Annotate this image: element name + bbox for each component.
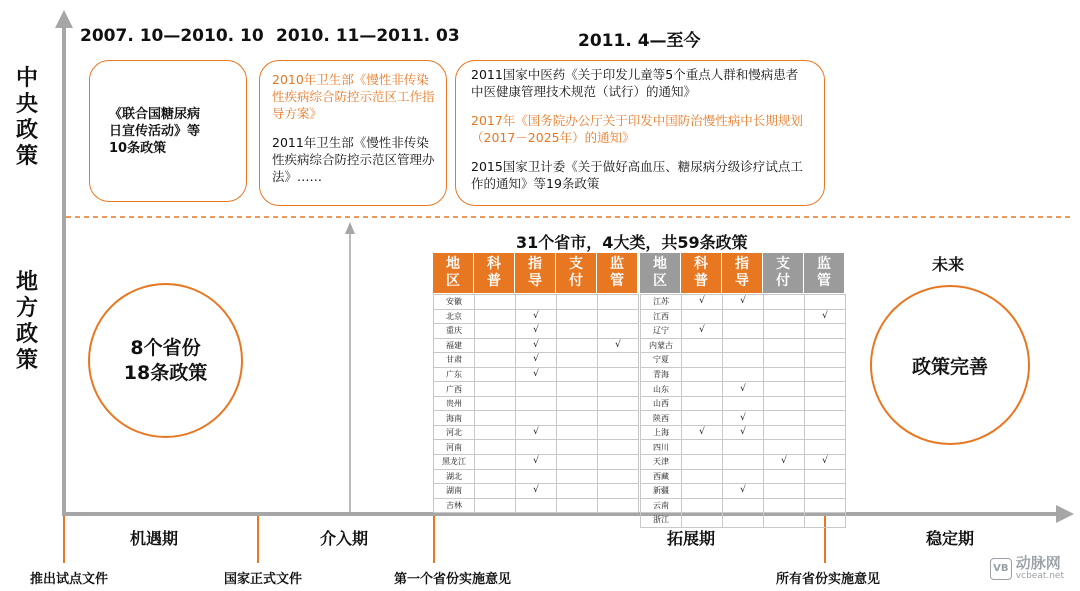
region-cell: 江西 xyxy=(641,309,682,324)
region-cell: 安徽 xyxy=(434,295,475,310)
table-row xyxy=(641,498,846,513)
cell-jianguan xyxy=(598,425,639,440)
region-cell: 重庆 xyxy=(434,324,475,339)
cell-zhifu xyxy=(764,513,805,528)
watermark xyxy=(990,556,1064,581)
cell-zhidao xyxy=(723,324,764,339)
cell-kepu: √ xyxy=(682,295,723,310)
policy-box-1-line1: 《联合国糖尿病 xyxy=(109,106,201,122)
cell-zhifu xyxy=(557,353,598,368)
cell-zhifu xyxy=(557,484,598,499)
table-row xyxy=(434,498,639,513)
cell-kepu xyxy=(475,440,516,455)
header-zhidao: 指 导 xyxy=(515,253,555,293)
cell-kepu: √ xyxy=(682,425,723,440)
cell-jianguan xyxy=(598,382,639,397)
cell-zhifu: √ xyxy=(764,455,805,470)
horizontal-axis-arrowhead xyxy=(1056,505,1074,523)
cell-kepu xyxy=(475,484,516,499)
circle-local-early-line1: 8个省份 xyxy=(130,336,201,359)
table-row xyxy=(641,411,846,426)
table-row xyxy=(434,411,639,426)
cell-zhidao xyxy=(516,295,557,310)
cell-jianguan xyxy=(805,425,846,440)
cell-jianguan xyxy=(598,396,639,411)
cell-zhifu xyxy=(557,455,598,470)
cell-kepu xyxy=(682,469,723,484)
cell-jianguan xyxy=(805,382,846,397)
cell-zhifu xyxy=(764,498,805,513)
region-cell: 贵州 xyxy=(434,396,475,411)
cell-zhidao: √ xyxy=(723,425,764,440)
cell-jianguan xyxy=(805,353,846,368)
table-left-header xyxy=(433,253,638,293)
header-kepu: 科 普 xyxy=(681,253,721,293)
cell-zhifu xyxy=(557,295,598,310)
period-label-2: 2010. 11—2011. 03 xyxy=(276,26,460,46)
cell-jianguan xyxy=(598,498,639,513)
cell-zhidao xyxy=(516,396,557,411)
cell-zhidao xyxy=(723,367,764,382)
table-row xyxy=(434,469,639,484)
cell-zhifu xyxy=(764,411,805,426)
cell-jianguan: √ xyxy=(598,338,639,353)
cell-kepu xyxy=(475,324,516,339)
cell-jianguan xyxy=(805,295,846,310)
cell-zhidao: √ xyxy=(516,324,557,339)
cell-zhifu xyxy=(557,396,598,411)
region-cell: 青海 xyxy=(641,367,682,382)
region-cell: 四川 xyxy=(641,440,682,455)
table-right-header xyxy=(640,253,845,293)
table-title: 31个省市，4大类，共59条政策 xyxy=(516,233,748,252)
table-row xyxy=(434,338,639,353)
stage-expansion: 拓展期 xyxy=(667,529,716,548)
watermark-en: vcbeat.net xyxy=(1015,571,1064,581)
cell-kepu xyxy=(475,353,516,368)
cell-zhidao: √ xyxy=(516,425,557,440)
policy-box-2 xyxy=(259,60,447,206)
table-row xyxy=(641,396,846,411)
cell-kepu xyxy=(682,353,723,368)
circle-local-early xyxy=(88,283,243,438)
region-cell: 云南 xyxy=(641,498,682,513)
region-cell: 浙江 xyxy=(641,513,682,528)
cell-jianguan xyxy=(805,338,846,353)
cell-zhidao xyxy=(723,396,764,411)
policy-box-3 xyxy=(455,60,825,206)
header-jianguan: 监 管 xyxy=(597,253,637,293)
cell-zhidao: √ xyxy=(723,484,764,499)
header-kepu: 科 普 xyxy=(474,253,514,293)
table-row xyxy=(434,484,639,499)
cell-zhidao xyxy=(723,353,764,368)
cell-zhidao: √ xyxy=(723,411,764,426)
policy-box-1-line2: 日宣传活动》等 xyxy=(109,123,201,139)
region-cell: 新疆 xyxy=(641,484,682,499)
cell-jianguan xyxy=(805,484,846,499)
cell-zhifu xyxy=(764,469,805,484)
cell-kepu xyxy=(475,396,516,411)
region-cell: 广东 xyxy=(434,367,475,382)
milestone-pilot-docs: 推出试点文件 xyxy=(30,572,109,587)
table-row xyxy=(641,295,846,310)
period-label-1: 2007. 10—2010. 10 xyxy=(80,26,264,46)
circle-future xyxy=(870,285,1030,445)
policy-box-3-item1: 2011国家中医药《关于印发儿童等5个重点人群和慢病患者中医健康管理技术规范（试行）的通知》 xyxy=(471,67,799,99)
cell-zhifu xyxy=(764,440,805,455)
table-row xyxy=(434,309,639,324)
region-cell: 北京 xyxy=(434,309,475,324)
cell-zhifu xyxy=(557,382,598,397)
table-row xyxy=(641,440,846,455)
cell-kepu xyxy=(475,295,516,310)
cell-kepu xyxy=(475,411,516,426)
cell-zhifu xyxy=(764,309,805,324)
cell-jianguan xyxy=(805,469,846,484)
cell-zhidao xyxy=(516,382,557,397)
region-cell: 广西 xyxy=(434,382,475,397)
region-cell: 甘肃 xyxy=(434,353,475,368)
region-cell: 海南 xyxy=(434,411,475,426)
watermark-cn: 动脉网 xyxy=(1015,554,1061,572)
region-cell: 黑龙江 xyxy=(434,455,475,470)
cell-jianguan xyxy=(598,295,639,310)
cell-jianguan xyxy=(598,440,639,455)
cell-kepu xyxy=(475,309,516,324)
region-cell: 山东 xyxy=(641,382,682,397)
policy-box-2-item2: 2011年卫生部《慢性非传染性疾病综合防控示范区管理办法》…… xyxy=(272,135,435,184)
policy-box-3-item2: 2017年《国务院办公厅关于印发中国防治慢性病中长期规划（2017－2025年）的通知》 xyxy=(471,113,803,145)
period-label-3: 2011. 4—至今 xyxy=(578,31,701,51)
cell-jianguan xyxy=(598,353,639,368)
cell-zhidao xyxy=(516,498,557,513)
region-cell: 西藏 xyxy=(641,469,682,484)
region-cell: 天津 xyxy=(641,455,682,470)
cell-zhifu xyxy=(557,338,598,353)
cell-zhifu xyxy=(764,382,805,397)
cell-zhidao: √ xyxy=(516,455,557,470)
cell-zhifu xyxy=(557,425,598,440)
cell-zhifu xyxy=(557,411,598,426)
cell-kepu xyxy=(682,440,723,455)
header-zhifu: 支 付 xyxy=(763,253,803,293)
region-cell: 湖南 xyxy=(434,484,475,499)
cell-zhifu xyxy=(557,367,598,382)
cell-jianguan xyxy=(598,455,639,470)
table-row xyxy=(641,353,846,368)
cell-kepu xyxy=(475,338,516,353)
header-zhifu: 支 付 xyxy=(556,253,596,293)
table-row xyxy=(434,295,639,310)
region-cell: 宁夏 xyxy=(641,353,682,368)
intervention-arrowhead xyxy=(345,222,355,234)
policy-table-left xyxy=(433,294,639,513)
cell-zhifu xyxy=(764,396,805,411)
header-zhidao: 指 导 xyxy=(722,253,762,293)
table-row xyxy=(641,324,846,339)
region-cell: 吉林 xyxy=(434,498,475,513)
header-region: 地 区 xyxy=(433,253,473,293)
cell-zhifu xyxy=(764,367,805,382)
circle-local-early-line2: 18条政策 xyxy=(123,361,208,384)
policy-box-3-item3: 2015国家卫计委《关于做好高血压、糖尿病分级诊疗试点工作的通知》等19条政策 xyxy=(471,159,803,191)
cell-jianguan xyxy=(598,411,639,426)
cell-zhifu xyxy=(557,309,598,324)
cell-zhidao: √ xyxy=(723,295,764,310)
cell-kepu: √ xyxy=(682,324,723,339)
cell-zhifu xyxy=(557,324,598,339)
cell-kepu xyxy=(475,455,516,470)
cell-zhidao xyxy=(723,309,764,324)
region-cell: 辽宁 xyxy=(641,324,682,339)
future-label: 未来 xyxy=(932,255,965,274)
table-row xyxy=(641,455,846,470)
table-row xyxy=(641,367,846,382)
cell-zhidao xyxy=(516,440,557,455)
table-row xyxy=(434,440,639,455)
cell-jianguan xyxy=(598,469,639,484)
table-row xyxy=(434,382,639,397)
cell-jianguan xyxy=(598,324,639,339)
region-cell: 山西 xyxy=(641,396,682,411)
table-row xyxy=(434,324,639,339)
cell-kepu xyxy=(682,484,723,499)
cell-zhidao xyxy=(723,513,764,528)
cell-kepu xyxy=(475,382,516,397)
region-cell: 内蒙古 xyxy=(641,338,682,353)
region-cell: 湖北 xyxy=(434,469,475,484)
cell-zhifu xyxy=(764,338,805,353)
stage-stable: 稳定期 xyxy=(926,529,975,548)
cell-zhifu xyxy=(557,469,598,484)
cell-zhidao xyxy=(723,440,764,455)
cell-kepu xyxy=(475,367,516,382)
table-row xyxy=(434,396,639,411)
cell-zhidao xyxy=(516,411,557,426)
cell-zhidao: √ xyxy=(516,338,557,353)
cell-jianguan xyxy=(805,324,846,339)
cell-kepu xyxy=(682,338,723,353)
cell-kepu xyxy=(475,425,516,440)
table-row xyxy=(641,469,846,484)
table-row xyxy=(434,455,639,470)
cell-zhifu xyxy=(764,295,805,310)
cell-jianguan xyxy=(805,513,846,528)
cell-kepu xyxy=(682,455,723,470)
cell-jianguan xyxy=(805,411,846,426)
cell-jianguan xyxy=(805,396,846,411)
region-cell: 江苏 xyxy=(641,295,682,310)
cell-jianguan xyxy=(598,309,639,324)
cell-zhifu xyxy=(764,353,805,368)
region-cell: 福建 xyxy=(434,338,475,353)
cell-zhifu xyxy=(764,425,805,440)
policy-table-right xyxy=(640,294,846,528)
milestone-first-province: 第一个省份实施意见 xyxy=(394,572,512,587)
cell-jianguan: √ xyxy=(805,455,846,470)
cell-zhifu xyxy=(557,440,598,455)
cell-kepu xyxy=(682,498,723,513)
watermark-logo-icon: VB xyxy=(990,558,1012,580)
cell-zhidao xyxy=(723,338,764,353)
cell-jianguan xyxy=(598,367,639,382)
cell-jianguan xyxy=(805,440,846,455)
cell-zhifu xyxy=(764,324,805,339)
region-cell: 上海 xyxy=(641,425,682,440)
table-row xyxy=(434,367,639,382)
cell-zhidao xyxy=(723,498,764,513)
cell-zhidao xyxy=(723,455,764,470)
cell-jianguan xyxy=(805,498,846,513)
cell-zhidao: √ xyxy=(723,382,764,397)
table-row xyxy=(434,353,639,368)
milestone-national-docs: 国家正式文件 xyxy=(224,572,303,587)
cell-kepu xyxy=(682,309,723,324)
cell-kepu xyxy=(682,396,723,411)
cell-kepu xyxy=(475,498,516,513)
cell-zhidao xyxy=(723,469,764,484)
header-region: 地 区 xyxy=(640,253,680,293)
policy-box-2-item1: 2010年卫生部《慢性非传染性疾病综合防控示范区工作指导方案》 xyxy=(272,72,435,121)
cell-zhidao: √ xyxy=(516,353,557,368)
region-cell: 河北 xyxy=(434,425,475,440)
cell-jianguan xyxy=(805,367,846,382)
cell-kepu xyxy=(682,382,723,397)
cell-kepu xyxy=(682,411,723,426)
table-row xyxy=(641,382,846,397)
cell-kepu xyxy=(682,367,723,382)
table-row xyxy=(641,338,846,353)
policy-box-1 xyxy=(89,60,247,202)
table-row xyxy=(641,484,846,499)
cell-zhidao xyxy=(516,469,557,484)
stage-intervention: 介入期 xyxy=(320,529,369,548)
local-policy-label: 地方政策 xyxy=(15,270,38,373)
policy-box-1-line3: 10条政策 xyxy=(109,140,167,156)
circle-future-text: 政策完善 xyxy=(911,355,988,378)
cell-jianguan: √ xyxy=(805,309,846,324)
cell-zhidao: √ xyxy=(516,484,557,499)
cell-zhidao: √ xyxy=(516,309,557,324)
cell-zhifu xyxy=(764,484,805,499)
cell-kepu xyxy=(475,469,516,484)
cell-jianguan xyxy=(598,484,639,499)
region-cell: 陕西 xyxy=(641,411,682,426)
stage-opportunity: 机遇期 xyxy=(130,529,179,548)
table-row xyxy=(641,309,846,324)
cell-zhidao: √ xyxy=(516,367,557,382)
table-row xyxy=(434,425,639,440)
region-cell: 河南 xyxy=(434,440,475,455)
central-policy-label: 中央政策 xyxy=(15,66,38,169)
milestone-all-provinces: 所有省份实施意见 xyxy=(776,572,881,587)
cell-zhifu xyxy=(557,498,598,513)
vertical-axis-arrowhead xyxy=(55,10,73,28)
table-row xyxy=(641,425,846,440)
header-jianguan: 监 管 xyxy=(804,253,844,293)
